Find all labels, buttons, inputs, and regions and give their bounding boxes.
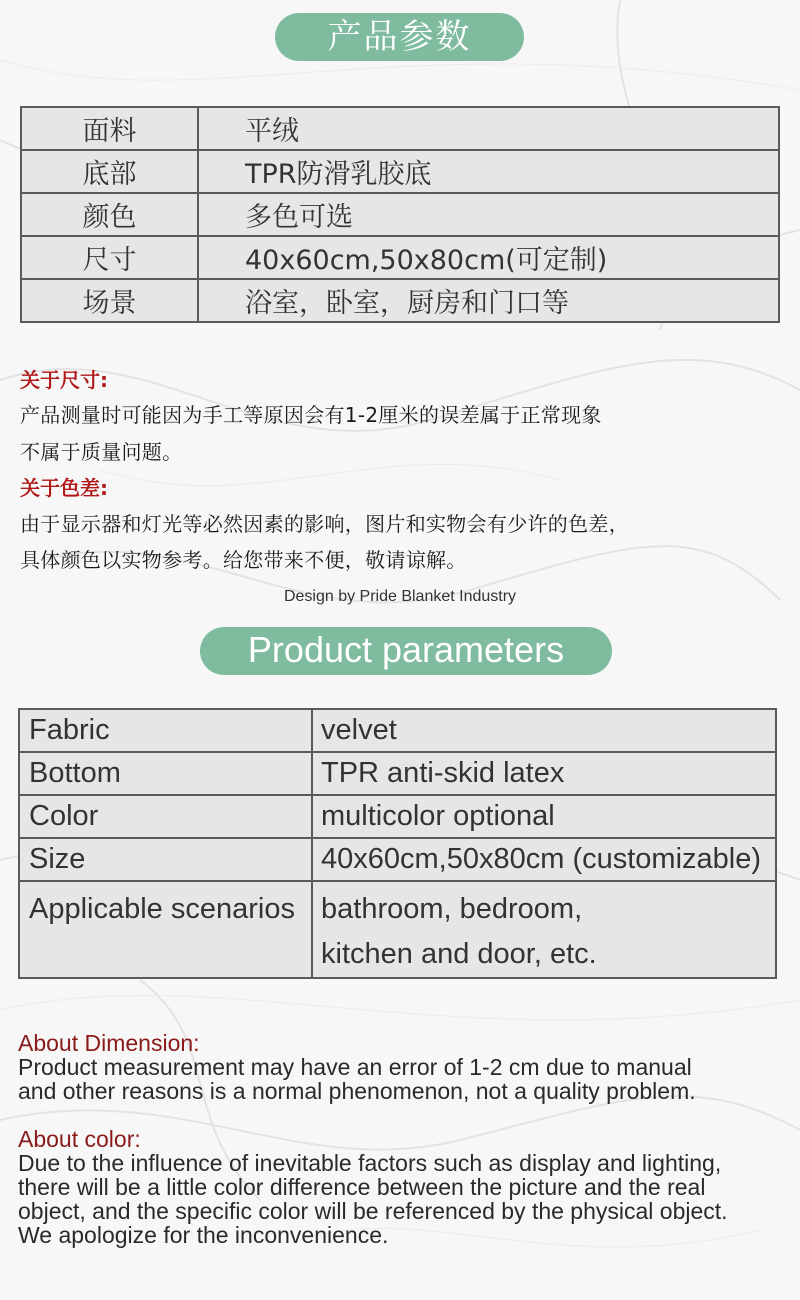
spec-value: 浴室，卧室，厨房和门口等	[198, 279, 779, 322]
spec-label: 底部	[21, 150, 198, 193]
spec-label: Applicable scenarios	[19, 881, 312, 978]
spec-label: 颜色	[21, 193, 198, 236]
spec-value-line: kitchen and door, etc.	[321, 938, 597, 970]
spec-label: 尺寸	[21, 236, 198, 279]
spec-label: 场景	[21, 279, 198, 322]
spec-value: 40x60cm,50x80cm(可定制)	[198, 236, 779, 279]
table-row	[21, 279, 779, 322]
spec-value: TPR防滑乳胶底	[198, 150, 779, 193]
spec-label: Bottom	[19, 752, 312, 795]
table-row	[21, 150, 779, 193]
table-row	[21, 236, 779, 279]
spec-label: Fabric	[19, 709, 312, 752]
text-line: Product measurement may have an error of 1-2 cm due to manual	[18, 1054, 692, 1080]
text-line: Due to the influence of inevitable factors such as display and lighting,	[18, 1150, 722, 1176]
text-line: object, and the specific color will be referenced by the physical object.	[18, 1198, 728, 1224]
chinese-color-title: 关于色差:	[20, 476, 108, 500]
spec-label: Size	[19, 838, 312, 881]
table-row	[19, 752, 776, 795]
english-dimension-text	[18, 1055, 696, 1103]
spec-value: 平绒	[198, 107, 779, 150]
chinese-color-line-2: 具体颜色以实物参考。给您带来不便，敬请谅解。	[20, 548, 467, 572]
table-row	[21, 193, 779, 236]
table-row	[19, 795, 776, 838]
spec-value: TPR anti-skid latex	[312, 752, 776, 795]
chinese-spec-table	[20, 106, 780, 323]
spec-value-line: bathroom, bedroom,	[321, 893, 583, 925]
text-line: We apologize for the inconvenience.	[18, 1222, 389, 1248]
spec-value: velvet	[312, 709, 776, 752]
spec-label: Color	[19, 795, 312, 838]
chinese-section-header: 产品参数	[275, 13, 524, 61]
spec-value: 40x60cm,50x80cm (customizable)	[312, 838, 776, 881]
table-row	[21, 107, 779, 150]
english-color-title: About color:	[18, 1126, 141, 1152]
text-line: and other reasons is a normal phenomenon, not a quality problem.	[18, 1078, 696, 1104]
design-credit: Design by Pride Blanket Industry	[283, 588, 517, 605]
english-section-header: Product parameters	[200, 627, 612, 675]
spec-value: 多色可选	[198, 193, 779, 236]
chinese-dimension-title: 关于尺寸:	[20, 368, 108, 392]
table-row	[19, 838, 776, 881]
text-line: there will be a little color difference between the picture and the real	[18, 1174, 706, 1200]
spec-value	[312, 881, 776, 978]
table-row	[19, 881, 776, 978]
chinese-color-line-1: 由于显示器和灯光等必然因素的影响，图片和实物会有少许的色差，	[20, 512, 629, 536]
chinese-dimension-line-2: 不属于质量问题。	[20, 440, 183, 464]
english-color-text	[18, 1151, 728, 1247]
english-spec-table	[18, 708, 777, 979]
english-dimension-title: About Dimension:	[18, 1030, 200, 1056]
spec-label: 面料	[21, 107, 198, 150]
chinese-dimension-line-1: 产品测量时可能因为手工等原因会有1-2厘米的误差属于正常现象	[20, 403, 602, 427]
spec-value: multicolor optional	[312, 795, 776, 838]
table-row	[19, 709, 776, 752]
